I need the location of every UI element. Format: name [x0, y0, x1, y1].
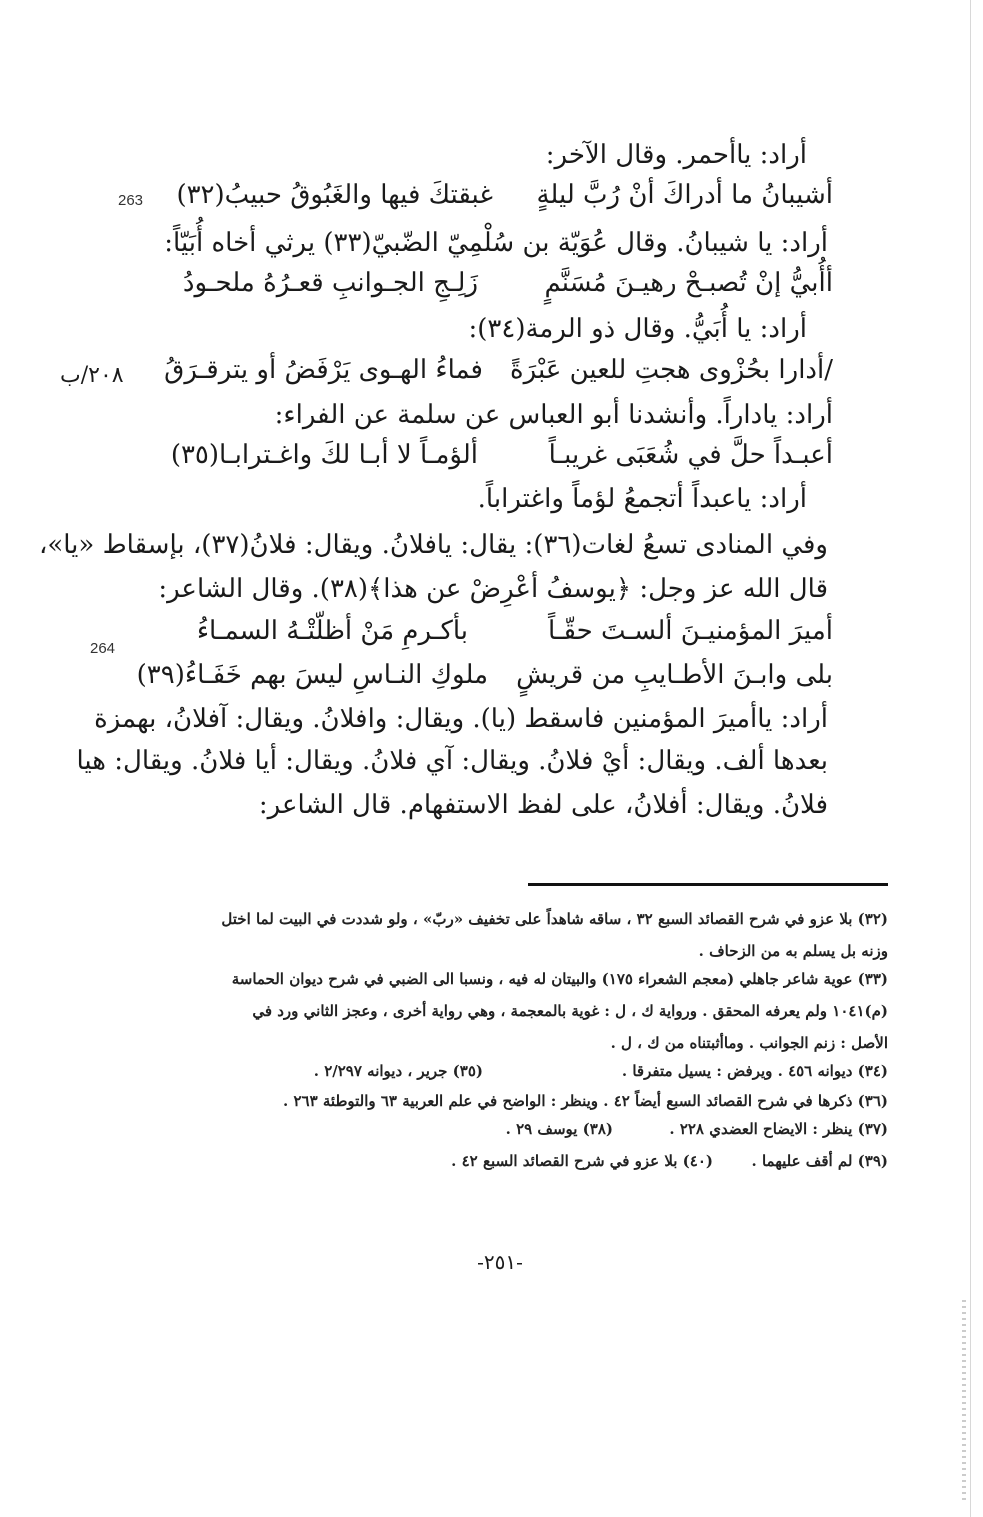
footnote-34: (٣٤) ديوانه ٤٥٦ . ويرفض : يسيل متفرقا .: [621, 1062, 888, 1080]
footnote-33-cont: الأصل : زنم الجوانب . وماأثبتناه من ك ، ل .: [610, 1034, 888, 1052]
body-line: وفي المنادى تسعُ لغات(٣٦): يقال: يافلانُ. ويقال: فلانُ(٣٧)، بإسقاط «يا»،: [38, 530, 828, 560]
body-line: أراد: ياأحمر. وقال الآخر:: [545, 140, 807, 170]
footnote-38: (٣٨) يوسف ٢٩ .: [505, 1120, 613, 1138]
footnote-40: (٤٠) بلا عزو في شرح القصائد السبع ٤٢ .: [451, 1152, 713, 1170]
body-line: أراد: ياعبداً أتجمعُ لؤماً واغتراباً.: [477, 484, 807, 514]
margin-page-ref-263: 263: [118, 192, 144, 209]
footnote-32-cont: وزنه بل يسلم به من الزحاف .: [698, 942, 888, 960]
footnote-33-cont: (م)١٠٤١ ولم يعرفه المحقق . ورواية ك ، ل : غوية بالمعجمة ، وهي رواية أخرى ، وعجز الثاني ورد في: [252, 1002, 888, 1020]
body-line: أراد: يا شيبانُ. وقال عُوَيّة بن سُلْمِيّ الضّبيّ(٣٣) يرثي أخاه أُبَيّاً:: [164, 228, 828, 258]
footnote-39: (٣٩) لم أقف عليهما .: [751, 1152, 888, 1170]
footnote-36: (٣٦) ذكرها في شرح القصائد السبع أيضاً ٤٢ . وينظر : الواضح في علم العربية ٦٣ والتوطئة ٢٦٣ .: [283, 1092, 888, 1110]
footnote-37: (٣٧) ينظر : الايضاح العضدي ٢٢٨ .: [669, 1120, 888, 1138]
body-line: أراد: يا أُبَيُّ. وقال ذو الرمة(٣٤):: [468, 314, 807, 344]
body-line: قال الله عز وجل: ﴿يوسفُ أعْرِضْ عن هذا﴾(٣٨). وقال الشاعر:: [158, 574, 828, 604]
verse-hemistich-right: أأُبيُّ إنْ تُصبـحْ رهيـنَ مُسَنَّمٍ: [544, 268, 833, 298]
margin-page-ref-264: 264: [90, 640, 116, 657]
verse-hemistich-left: ألؤمـاً لا أبـا لكَ واغـترابـا(٣٥): [170, 440, 478, 470]
manuscript-folio-ref: ٢٠٨/ب: [60, 363, 124, 388]
verse-hemistich-right: أعبـداً حلَّ في شُعَبَى غريبـاً: [548, 440, 833, 470]
body-line: بعدها ألف. ويقال: أيْ فلانُ. ويقال: آي فلانُ. ويقال: أيا فلانُ. ويقال: هيا: [76, 746, 828, 776]
scan-edge-line: [970, 0, 971, 1517]
verse-hemistich-right: أشيبانُ ما أدراكَ أنْ رُبَّ ليلةٍ: [536, 180, 833, 210]
verse-hemistich-left: ملوكِ النـاسِ ليسَ بهم خَفَـاءُ(٣٩): [136, 660, 488, 690]
verse-hemistich-right: /أدارا بحُزْوى هجتِ للعين عَبْرَةً: [510, 355, 833, 385]
footnote-separator: [528, 883, 888, 886]
verse-hemistich-left: زَلِـجِ الجـوانبِ قعـرُهُ ملحـودُ: [182, 268, 478, 298]
verse-hemistich-right: بلى وابـنَ الأطـايبِ من قريشٍ: [516, 660, 833, 690]
body-line: أراد: ياأميرَ المؤمنين فاسقط (يا). ويقال: وافلانُ. ويقال: آفلانُ، بهمزة: [94, 704, 828, 734]
body-line: أراد: ياداراً. وأنشدنا أبو العباس عن سلمة عن الفراء:: [274, 400, 833, 430]
verse-hemistich-left: غبقتكَ فيها والغَبُوقُ حبيبُ(٣٢): [176, 180, 493, 210]
scan-edge-dots: [962, 1300, 966, 1500]
verse-hemistich-right: أميرَ المؤمنيـنَ ألسـتَ حقّـاً: [547, 616, 833, 646]
footnote-32: (٣٢) بلا عزو في شرح القصائد السبع ٣٢ ، ساقه شاهداً على تخفيف «ربّ» ، ولو شددت في البيت لما اختل: [221, 910, 888, 928]
page-number: -٢٥١-: [477, 1250, 523, 1274]
verse-hemistich-left: فماءُ الهـوى يَرْفَضُ أو يترقـرَقُ: [164, 355, 483, 385]
footnote-35: (٣٥) جرير ، ديوانه ٢/٢٩٧ .: [313, 1062, 483, 1080]
footnote-33: (٣٣) عوية شاعر جاهلي (معجم الشعراء ١٧٥) والبيتان له فيه ، ونسبا الى الضبي في شرح ديوان الحماسة: [231, 970, 888, 988]
body-line: فلانُ. ويقال: أفلانُ، على لفظ الاستفهام. قال الشاعر:: [258, 790, 828, 820]
verse-hemistich-left: بأكـرمِ مَنْ أظلّتْـهُ السمـاءُ: [196, 616, 468, 646]
